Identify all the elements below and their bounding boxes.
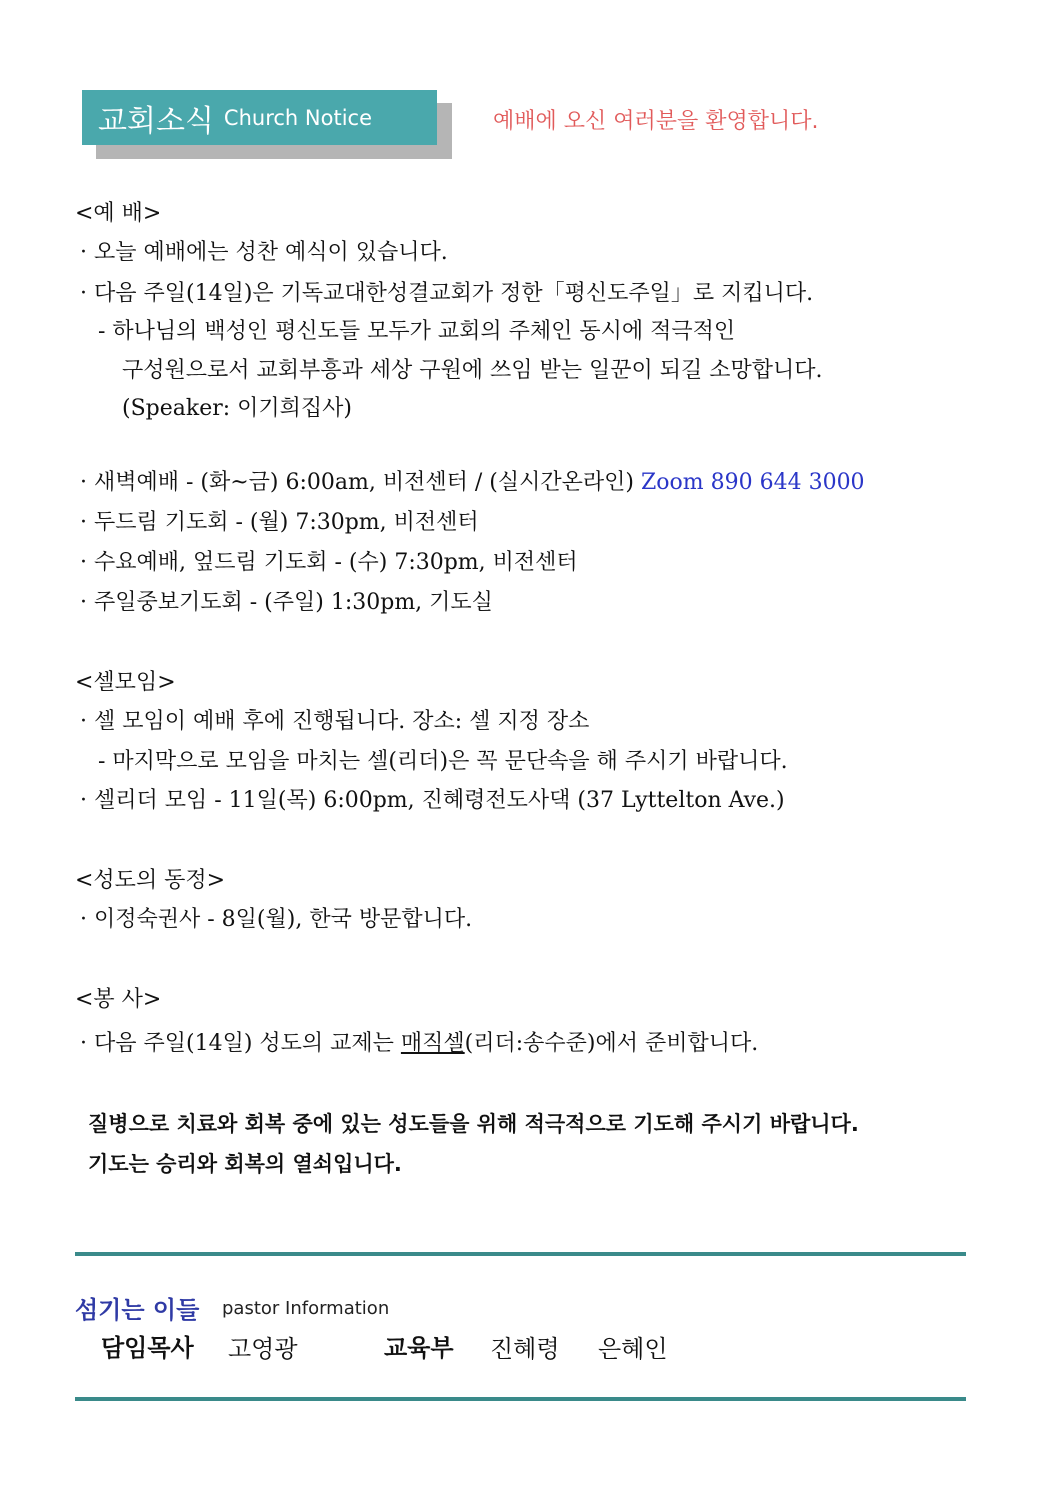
cell-heading: <셀모임>: [75, 670, 176, 695]
worship-heading: <예 배>: [75, 201, 162, 226]
pastors-title: 섬기는 이들: [75, 1296, 200, 1324]
cell-line-2: - 마지막으로 모임을 마치는 셀(리더)은 꼭 문단속을 해 주시기 바랍니다.: [98, 749, 788, 774]
service-text-a: · 다음 주일(14일) 성도의 교제는: [80, 1031, 401, 1056]
cell-line-1: · 셀 모임이 예배 후에 진행됩니다. 장소: 셀 지정 장소: [80, 709, 590, 734]
worship-line-2: · 다음 주일(14일)은 기독교대한성결교회가 정한「평신도주일」로 지킵니다.: [80, 281, 814, 306]
worship-line-3: - 하나님의 백성인 평신도들 모두가 교회의 주체인 동시에 적극적인: [98, 319, 736, 344]
section-badge: [82, 90, 437, 145]
worship-line-9: · 주일중보기도회 - (주일) 1:30pm, 기도실: [80, 590, 493, 615]
pastors-subtitle: pastor Information: [222, 1298, 390, 1319]
members-heading: <성도의 동정>: [75, 868, 226, 893]
service-line: [80, 1030, 758, 1058]
worship-line-1: · 오늘 예배에는 성찬 예식이 있습니다.: [80, 240, 448, 265]
service-text-c: (리더:송수준)에서 준비합니다.: [464, 1031, 759, 1056]
name-education-2: 은혜인: [598, 1335, 668, 1363]
zoom-info: Zoom 890 644 3000: [640, 470, 865, 495]
badge-title-ko: 교회소식: [98, 103, 214, 139]
prayer-line-2: 기도는 승리와 회복의 열쇠입니다.: [88, 1152, 402, 1176]
welcome-message: 예배에 오신 여러분을 환영합니다.: [493, 109, 819, 134]
role-senior-pastor: 담임목사: [101, 1334, 194, 1362]
dawn-service-text: · 새벽예배 - (화~금) 6:00am, 비전센터 / (실시간온라인): [80, 470, 641, 495]
members-line-1: · 이정숙권사 - 8일(월), 한국 방문합니다.: [80, 907, 473, 932]
service-cell-name: 매직셀: [400, 1031, 465, 1056]
divider-bottom: [75, 1397, 966, 1401]
name-senior-pastor: 고영광: [228, 1335, 298, 1363]
role-education: 교육부: [384, 1334, 454, 1362]
prayer-line-1: 질병으로 치료와 회복 중에 있는 성도들을 위해 적극적으로 기도해 주시기 바랍니다.: [88, 1112, 859, 1136]
dawn-service-line: [80, 469, 865, 497]
worship-line-7: · 두드림 기도회 - (월) 7:30pm, 비전센터: [80, 510, 479, 535]
divider-top: [75, 1252, 966, 1256]
cell-line-3: · 셀리더 모임 - 11일(목) 6:00pm, 진혜령전도사댁 (37 Lyttelton Ave.): [80, 788, 785, 813]
worship-line-4: 구성원으로서 교회부흥과 세상 구원에 쓰임 받는 일꾼이 되길 소망합니다.: [122, 358, 823, 383]
service-heading: <봉 사>: [75, 987, 162, 1012]
badge-title-en: Church Notice: [223, 105, 372, 130]
worship-speaker: (Speaker: 이기희집사): [122, 396, 352, 421]
name-education-1: 진혜령: [490, 1335, 560, 1363]
worship-line-8: · 수요예배, 엎드림 기도회 - (수) 7:30pm, 비전센터: [80, 550, 578, 575]
